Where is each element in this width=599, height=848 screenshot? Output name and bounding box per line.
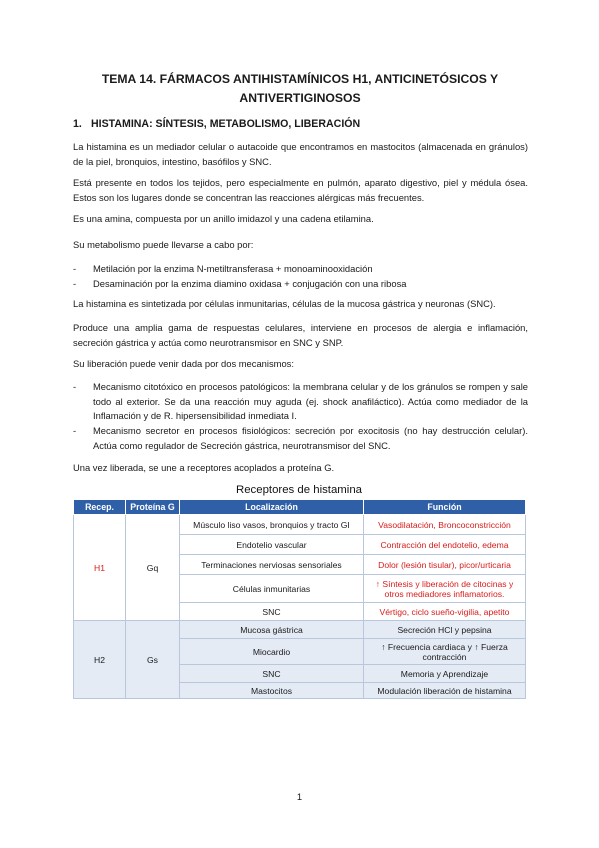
- list-item-mechanism-1: [73, 380, 528, 424]
- paragraph-binding: Una vez liberada, se une a receptores acoplados a proteína G.: [73, 462, 335, 473]
- list-dash: -: [73, 381, 77, 392]
- location-cell: Endotelio vascular: [180, 535, 364, 555]
- table-row: [74, 515, 526, 535]
- location-cell: Terminaciones nerviosas sensoriales: [180, 555, 364, 575]
- paragraph-release-intro: Su liberación puede venir dada por dos mecanismos:: [73, 358, 294, 369]
- list-item-metabolism-1: [73, 262, 528, 277]
- list-item-text: Mecanismo secretor en procesos fisiológicos: secreción por exocitosis (no hay destrucción celular). Actúa como regulador de Secreción gástrica, neurotransmisor del SNC.: [93, 425, 528, 451]
- function-cell: Memoria y Aprendizaje: [364, 665, 526, 683]
- section-title: HISTAMINA: SÍNTESIS, METABOLISMO, LIBERACIÓN: [91, 118, 361, 130]
- list-item-metabolism-2: [73, 277, 528, 292]
- function-cell: ↑ Síntesis y liberación de citocinas y otros mediadores inflamatorios.: [364, 575, 526, 603]
- title-line-1: TEMA 14. FÁRMACOS ANTIHISTAMÍNICOS H1, ANTICINETÓSICOS Y: [101, 72, 499, 86]
- section-heading: [73, 118, 360, 130]
- location-cell: Músculo liso vasos, bronquios y tracto GI: [180, 515, 364, 535]
- title-line-2: ANTIVERTIGINOSOS: [239, 91, 361, 105]
- histamine-receptors-table: [73, 482, 525, 699]
- location-cell: Miocardio: [180, 639, 364, 665]
- paragraph-amine: Es una amina, compuesta por un anillo imidazol y una cadena etilamina.: [73, 213, 374, 224]
- paragraph-metabolism-intro: Su metabolismo puede llevarse a cabo por:: [73, 239, 254, 250]
- paragraph-responses: Produce una amplia gama de respuestas celulares, interviene en procesos de alergia e inflamación, secreción gástrica y actúa como neurotransmisor en SNC y SNP.: [73, 322, 528, 348]
- header-receptor: Recep.: [74, 500, 126, 515]
- table-row: [74, 621, 526, 639]
- function-cell: Dolor (lesión tisular), picor/urticaria: [364, 555, 526, 575]
- receptors-table: [73, 499, 526, 699]
- table-header-row: [74, 500, 526, 515]
- receptor-h2: H2: [74, 621, 126, 699]
- header-location: Localización: [180, 500, 364, 515]
- header-function: Función: [364, 500, 526, 515]
- function-cell: Contracción del endotelio, edema: [364, 535, 526, 555]
- function-cell: Vértigo, ciclo sueño-vigilia, apetito: [364, 603, 526, 621]
- list-item-text: Mecanismo citotóxico en procesos patológicos: la membrana celular y de los gránulos se rompen y sale todo al exterior. Se da una reacción muy aguda (ej. shock anafiláctico). Actúa como mediador de la Inflamación y de R. hipersensibilidad inmediata I.: [93, 381, 528, 422]
- paragraph-distribution: Está presente en todos los tejidos, pero especialmente en pulmón, aparato digestivo, piel y médula ósea. Estos son los lugares donde se concentran las reacciones alérgicas más frecuentes.: [73, 177, 528, 203]
- list-dash: -: [73, 425, 77, 436]
- list-dash: -: [73, 263, 77, 274]
- header-protein-g: Proteína G: [126, 500, 180, 515]
- page-number: 1: [296, 791, 303, 802]
- location-cell: SNC: [180, 603, 364, 621]
- function-cell: Vasodilatación, Broncoconstricción: [364, 515, 526, 535]
- list-item-mechanism-2: [73, 424, 528, 453]
- protein-gq: Gq: [126, 515, 180, 621]
- list-item-text: Desaminación por la enzima diamino oxidasa + conjugación con una ribosa: [93, 278, 407, 289]
- document-title: [60, 70, 540, 108]
- section-number: 1.: [73, 118, 82, 130]
- function-cell: ↑ Frecuencia cardiaca y ↑ Fuerza contracción: [364, 639, 526, 665]
- function-cell: Modulación liberación de histamina: [364, 683, 526, 699]
- list-item-text: Metilación por la enzima N-metiltransferasa + monoaminooxidación: [93, 263, 373, 274]
- location-cell: SNC: [180, 665, 364, 683]
- protein-gs: Gs: [126, 621, 180, 699]
- table-caption: Receptores de histamina: [236, 484, 362, 496]
- function-cell: Secreción HCl y pepsina: [364, 621, 526, 639]
- location-cell: Células inmunitarias: [180, 575, 364, 603]
- location-cell: Mastocitos: [180, 683, 364, 699]
- paragraph-synthesis: La histamina es sintetizada por células inmunitarias, células de la mucosa gástrica y neuronas (SNC).: [73, 298, 496, 309]
- paragraph-definition: La histamina es un mediador celular o autacoide que encontramos en mastocitos (almacenada en gránulos) de la piel, bronquios, intestino, basófilos y SNC.: [73, 141, 528, 167]
- list-dash: -: [73, 278, 77, 289]
- receptor-h1: H1: [74, 515, 126, 621]
- location-cell: Mucosa gástrica: [180, 621, 364, 639]
